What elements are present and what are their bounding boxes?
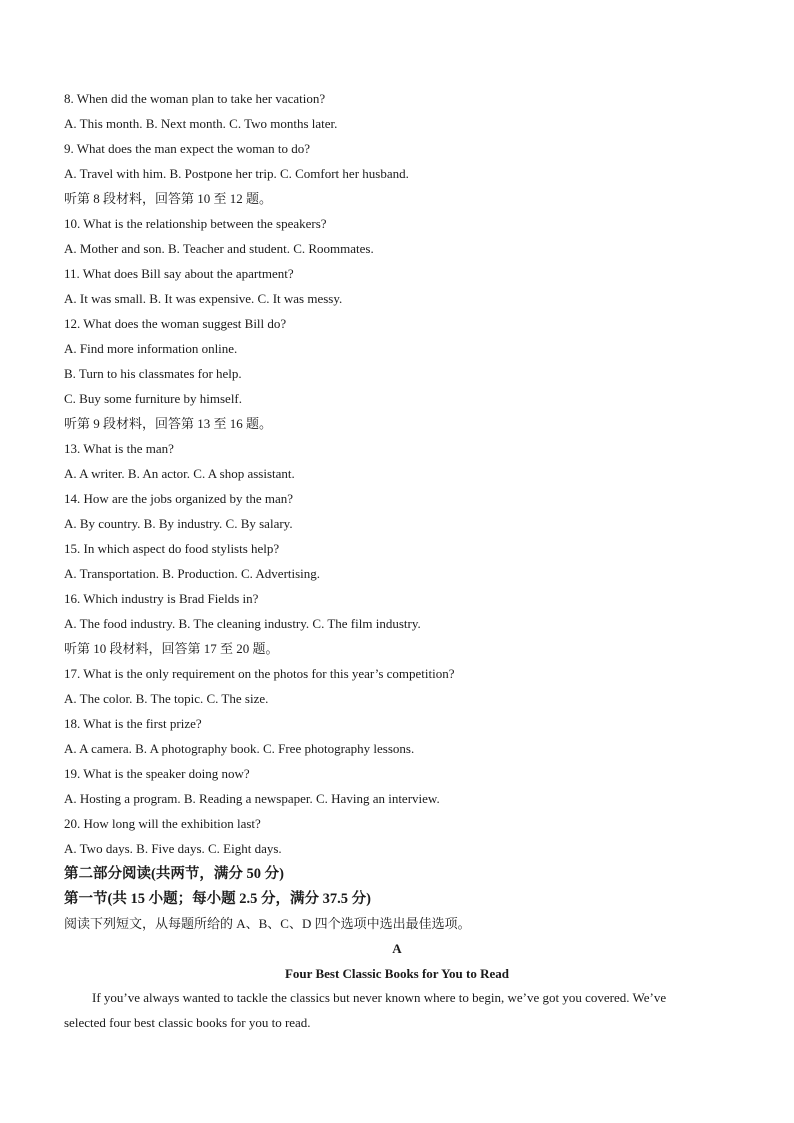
options-11: A. It was small. B. It was expensive. C. It was messy. [64, 291, 343, 306]
question-16: 16. Which industry is Brad Fields in? [64, 591, 259, 606]
question-19: 19. What is the speaker doing now? [64, 766, 250, 781]
question-11: 11. What does Bill say about the apartment? [64, 266, 294, 281]
listening-questions [64, 90, 744, 940]
options-10: A. Mother and son. B. Teacher and student. C. Roommates. [64, 241, 374, 256]
passage-letter: A [392, 941, 402, 956]
option-12-a: A. Find more information online. [64, 341, 238, 356]
question-20: 20. How long will the exhibition last? [64, 816, 261, 831]
question-13: 13. What is the man? [64, 441, 174, 456]
section-one-heading: 第一节(共 15 小题；每小题 2.5 分，满分 37.5 分) [64, 891, 371, 907]
options-14: A. By country. B. By industry. C. By salary. [64, 516, 293, 531]
options-19: A. Hosting a program. B. Reading a newspaper. C. Having an interview. [64, 791, 440, 806]
reading-instructions: 阅读下列短文，从每题所给的 A、B、C、D 四个选项中选出最佳选项。 [64, 916, 471, 931]
instruction-passage-9: 听第 9 段材料，回答第 13 至 16 题。 [64, 416, 273, 431]
options-8: A. This month. B. Next month. C. Two months later. [64, 116, 338, 131]
options-9: A. Travel with him. B. Postpone her trip. C. Comfort her husband. [64, 166, 409, 181]
question-8: 8. When did the woman plan to take her vacation? [64, 91, 326, 106]
options-18: A. A camera. B. A photography book. C. Free photography lessons. [64, 741, 415, 756]
options-13: A. A writer. B. An actor. C. A shop assistant. [64, 466, 295, 481]
options-20: A. Two days. B. Five days. C. Eight days. [64, 841, 282, 856]
part-two-heading: 第二部分阅读(共两节，满分 50 分) [64, 866, 284, 882]
question-17: 17. What is the only requirement on the photos for this year’s competition? [64, 666, 455, 681]
options-15: A. Transportation. B. Production. C. Advertising. [64, 566, 321, 581]
instruction-passage-10: 听第 10 段材料，回答第 17 至 20 题。 [64, 641, 279, 656]
paragraph-line-1: If you’ve always wanted to tackle the classics but never known where to begin, we’ve got you covered. We’ve [92, 990, 667, 1005]
instruction-passage-8: 听第 8 段材料，回答第 10 至 12 题。 [64, 191, 273, 206]
question-12: 12. What does the woman suggest Bill do? [64, 316, 287, 331]
question-9: 9. What does the man expect the woman to do? [64, 141, 310, 156]
option-12-b: B. Turn to his classmates for help. [64, 366, 242, 381]
question-14: 14. How are the jobs organized by the man? [64, 491, 293, 506]
question-15: 15. In which aspect do food stylists help? [64, 541, 280, 556]
options-16: A. The food industry. B. The cleaning industry. C. The film industry. [64, 616, 421, 631]
passage-title: Four Best Classic Books for You to Read [284, 966, 510, 981]
question-18: 18. What is the first prize? [64, 716, 202, 731]
options-17: A. The color. B. The topic. C. The size. [64, 691, 269, 706]
question-10: 10. What is the relationship between the speakers? [64, 216, 327, 231]
passage-paragraph [64, 985, 732, 1035]
option-12-c: C. Buy some furniture by himself. [64, 391, 243, 406]
paragraph-line-2: selected four best classic books for you to read. [64, 1015, 311, 1030]
